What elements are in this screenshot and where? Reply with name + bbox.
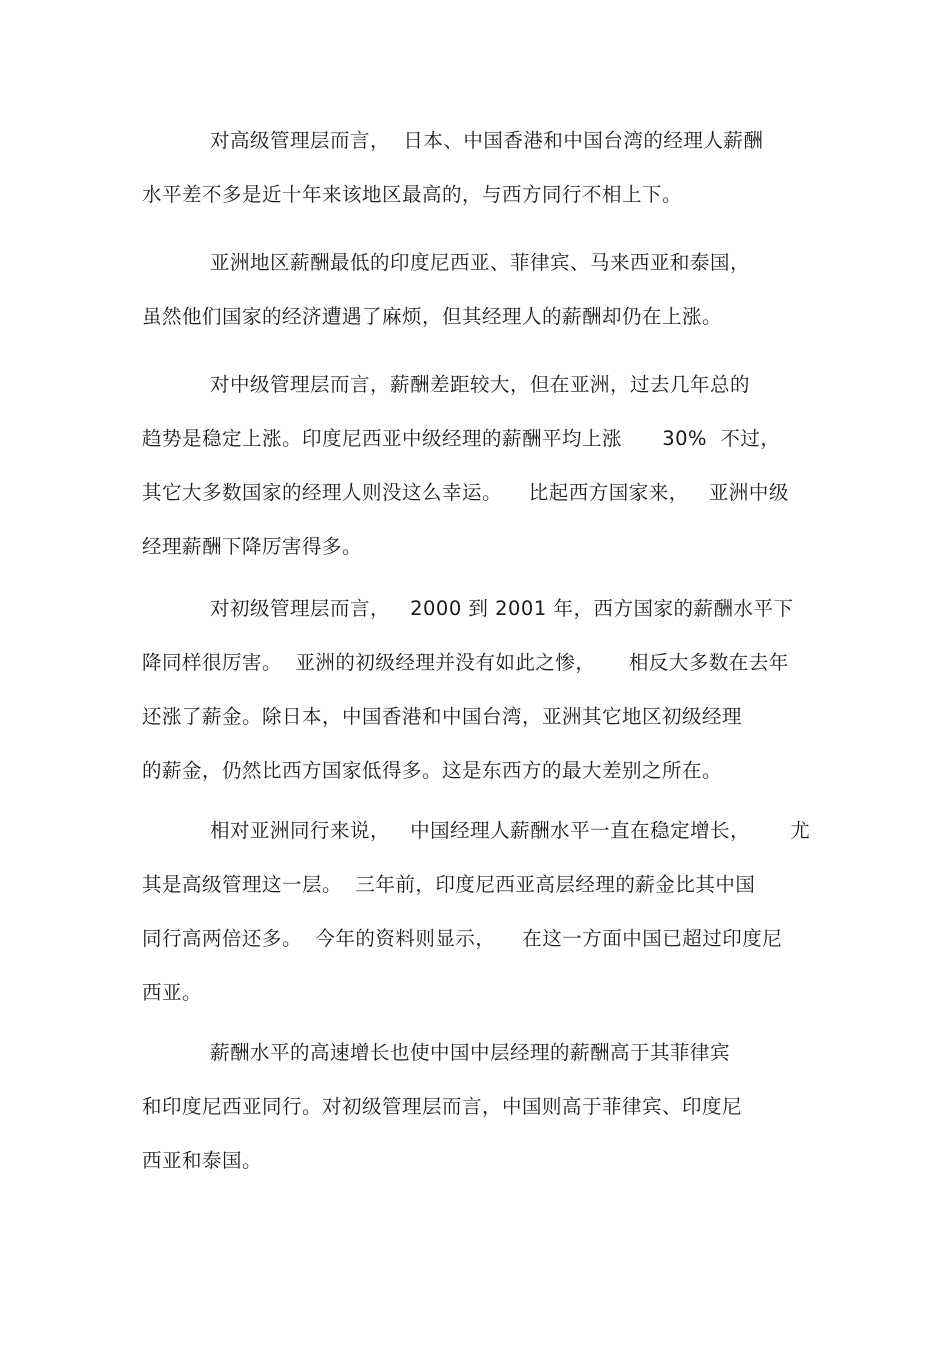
text-line: 其它大多数国家的经理人则没这么幸运。 比起西方国家来， 亚洲中级 [142,481,789,504]
paragraph-china-growth [142,804,822,1020]
text-line: 对中级管理层而言，薪酬差距较大，但在亚洲，过去几年总的 [210,373,751,396]
text-line: 趋势是稳定上涨。印度尼西亚中级经理的薪酬平均上涨 30% 不过， [142,427,781,450]
text-line: 降同样很厉害。 亚洲的初级经理并没有如此之惨， 相反大多数在去年 [142,651,789,674]
text-line: 西亚。 [142,981,203,1004]
text-line: 同行高两倍还多。 今年的资料则显示， 在这一方面中国已超过印度尼 [142,927,783,950]
text-line: 薪酬水平的高速增长也使中国中层经理的薪酬高于其菲律宾 [210,1041,731,1064]
paragraph-middle-management [142,358,822,574]
text-line: 对高级管理层而言， 日本、中国香港和中国台湾的经理人薪酬 [210,129,764,152]
text-line: 水平差不多是近十年来该地区最高的，与西方同行不相上下。 [142,183,683,206]
text-line: 还涨了薪金。除日本，中国香港和中国台湾，亚洲其它地区初级经理 [142,705,743,728]
text-line: 西亚和泰国。 [142,1149,263,1172]
paragraph-china-comparison [142,1026,822,1188]
paragraph-junior-management [142,582,822,798]
text-line: 和印度尼西亚同行。对初级管理层而言，中国则高于菲律宾、印度尼 [142,1095,743,1118]
text-line: 经理薪酬下降厉害得多。 [142,535,363,558]
text-line: 亚洲地区薪酬最低的印度尼西亚、菲律宾、马来西亚和泰国， [210,251,751,274]
paragraph-lowest-pay-countries [142,236,822,344]
text-line: 虽然他们国家的经济遭遇了麻烦，但其经理人的薪酬却仍在上涨。 [142,305,723,328]
text-line: 的薪金，仍然比西方国家低得多。这是东西方的最大差别之所在。 [142,759,723,782]
paragraph-senior-management [142,114,822,222]
text-line: 相对亚洲同行来说， 中国经理人薪酬水平一直在稳定增长， 尤 [210,819,811,842]
text-line: 其是高级管理这一层。 三年前，印度尼西亚高层经理的薪金比其中国 [142,873,756,896]
text-line: 对初级管理层而言， 2000 到 2001 年，西方国家的薪酬水平下 [210,597,794,620]
